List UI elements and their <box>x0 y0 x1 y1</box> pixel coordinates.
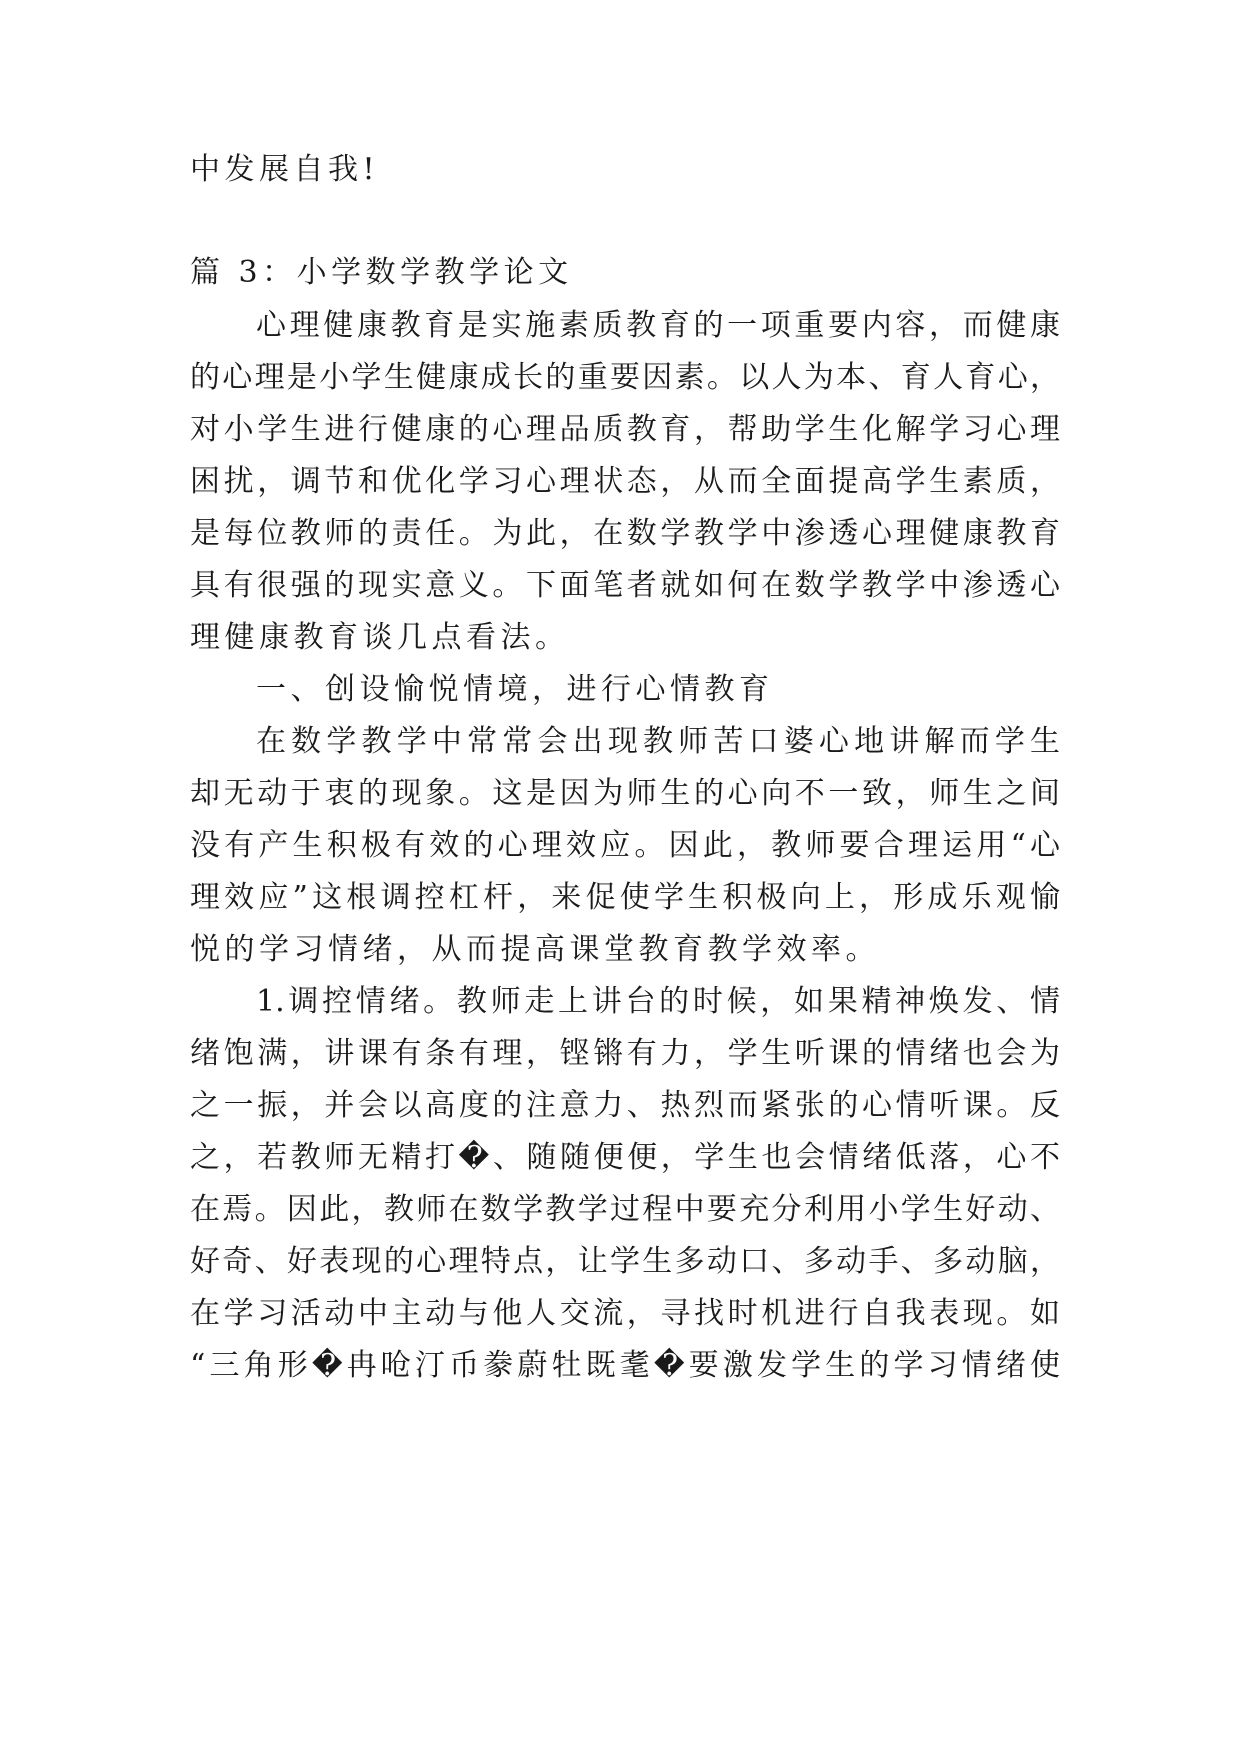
section-heading: 篇 3：小学数学教学论文 <box>190 255 573 290</box>
text-line: 的心理是小学生健康成长的重要因素。以人为本、育人育心， <box>190 360 1060 395</box>
text-line: “三角形�冉呛汀币豢蔚牡既耄�要激发学生的学习情绪使 <box>190 1348 1060 1383</box>
text-line: 绪饱满，讲课有条有理，铿锵有力，学生听课的情绪也会为 <box>190 1036 1060 1071</box>
text-line: 困扰，调节和优化学习心理状态，从而全面提高学生素质， <box>190 464 1060 499</box>
text-line: 之一振，并会以高度的注意力、热烈而紧张的心情听课。反 <box>190 1088 1060 1123</box>
text-line: 在焉。因此，教师在数学教学过程中要充分利用小学生好动、 <box>190 1192 1060 1227</box>
text-line: 理健康教育谈几点看法。 <box>190 620 570 655</box>
text-line: 好奇、好表现的心理特点，让学生多动口、多动手、多动脑， <box>190 1244 1060 1279</box>
text-line: 在数学教学中常常会出现教师苦口婆心地讲解而学生 <box>256 724 1060 759</box>
text-line: 没有产生积极有效的心理效应。因此，教师要合理运用“心 <box>190 828 1060 863</box>
text-line: 却无动于衷的现象。这是因为师生的心向不一致，师生之间 <box>190 776 1060 811</box>
text-line: 具有很强的现实意义。下面笔者就如何在数学教学中渗透心 <box>190 568 1060 603</box>
text-line: 中发展自我! <box>190 152 380 187</box>
text-line: 理效应”这根调控杠杆，来促使学生积极向上，形成乐观愉 <box>190 880 1060 915</box>
text-line: 在学习活动中主动与他人交流，寻找时机进行自我表现。如 <box>190 1296 1060 1331</box>
text-line: 1.调控情绪。教师走上讲台的时候，如果精神焕发、情 <box>256 984 1060 1019</box>
subheading: 一、创设愉悦情境，进行心情教育 <box>256 672 774 707</box>
text-line: 是每位教师的责任。为此，在数学教学中渗透心理健康教育 <box>190 516 1060 551</box>
text-line: 对小学生进行健康的心理品质教育，帮助学生化解学习心理 <box>190 412 1060 447</box>
text-line: 悦的学习情绪，从而提高课堂教育教学效率。 <box>190 932 880 967</box>
text-line: 之，若教师无精打�、随随便便，学生也会情绪低落，心不 <box>190 1140 1060 1175</box>
text-line: 心理健康教育是实施素质教育的一项重要内容，而健康 <box>256 308 1060 343</box>
